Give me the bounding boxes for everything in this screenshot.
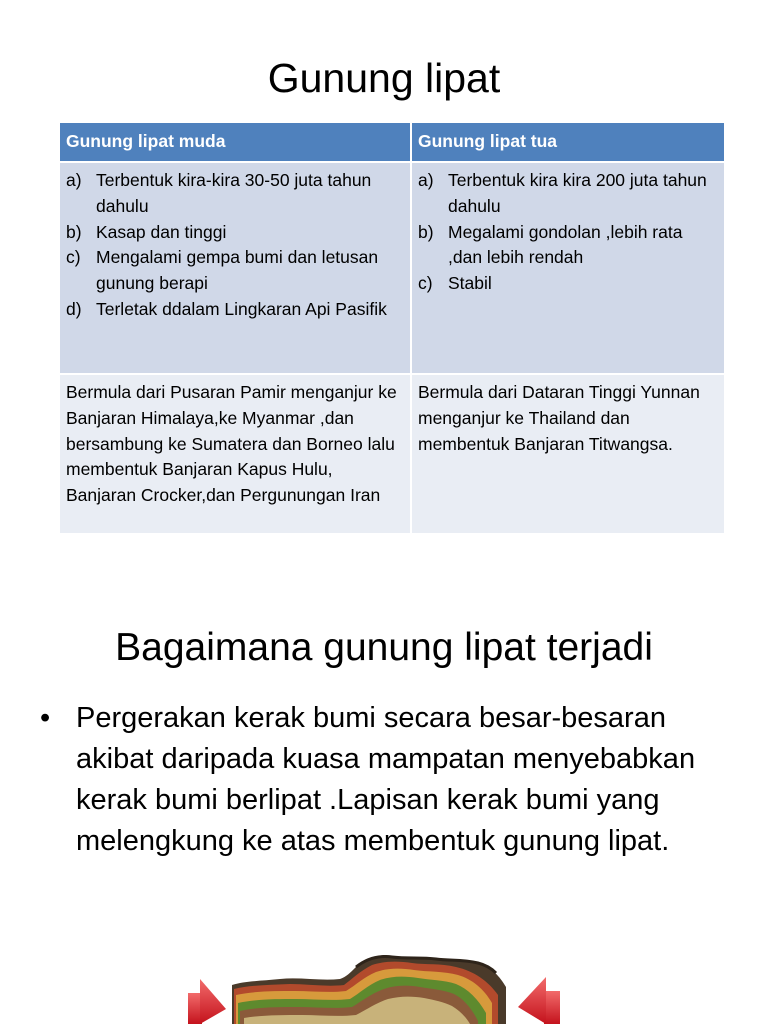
list-item-text: Stabil xyxy=(448,273,492,294)
list-item-text: Terletak ddalam Lingkaran Api Pasifik xyxy=(96,298,387,319)
table-row-characteristics xyxy=(59,162,725,374)
muda-location-cell: Bermula dari Pusaran Pamir menganjur ke Banjaran Himalaya,ke Myanmar ,dan bersambung ke Sumatera dan Borneo lalu membentuk Banjaran Kapus Hulu, Banjaran Crocker,dan Pergunungan Iran xyxy=(59,374,411,534)
right-compression-arrow-icon xyxy=(518,977,560,1024)
tua-location-cell: Bermula dari Dataran Tinggi Yunnan menganjur ke Thailand dan membentuk Banjaran Titwangsa. xyxy=(411,374,725,534)
bullet-text: Pergerakan kerak bumi secara besar-besaran akibat daripada kuasa mampatan menyebabkan kerak bumi berlipat .Lapisan kerak bumi yang melengkung ke atas membentuk gunung lipat. xyxy=(76,702,696,857)
list-marker: d) xyxy=(66,298,82,319)
list-item xyxy=(418,220,718,272)
list-item-text: Mengalami gempa bumi dan letusan gunung berapi xyxy=(96,247,379,294)
header-gunung-lipat-tua: Gunung lipat tua xyxy=(411,122,725,162)
tua-characteristics-cell xyxy=(411,162,725,374)
list-item xyxy=(66,297,404,323)
comparison-table xyxy=(58,121,726,535)
list-item-text: Terbentuk kira-kira 30-50 juta tahun dahulu xyxy=(96,170,372,216)
list-item xyxy=(66,168,404,220)
bullet-paragraph xyxy=(40,698,730,862)
table-row-location xyxy=(59,374,725,534)
list-item xyxy=(66,220,404,246)
list-item-text: Megalami gondolan ,lebih rata ,dan lebih rendah xyxy=(448,221,683,268)
bullet-symbol: • xyxy=(40,702,51,734)
fold-mountain-illustration xyxy=(0,955,768,1024)
list-item-text: Kasap dan tinggi xyxy=(96,221,227,242)
header-gunung-lipat-muda: Gunung lipat muda xyxy=(59,122,411,162)
list-item xyxy=(418,271,718,297)
rock-layers-icon xyxy=(232,956,506,1024)
tua-characteristics-list xyxy=(418,168,718,297)
list-item-text: Terbentuk kira kira 200 juta tahun dahulu xyxy=(448,170,707,216)
list-item xyxy=(418,168,718,220)
page-title: Gunung lipat xyxy=(267,55,501,101)
list-marker: b) xyxy=(66,221,82,242)
list-marker: a) xyxy=(66,170,82,190)
table-header-row xyxy=(59,122,725,162)
left-compression-arrow-icon xyxy=(188,979,226,1024)
list-marker: b) xyxy=(418,221,434,242)
list-marker: c) xyxy=(418,273,433,294)
muda-characteristics-list xyxy=(66,168,404,323)
section-title: Bagaimana gunung lipat terjadi xyxy=(115,626,653,669)
muda-characteristics-cell xyxy=(59,162,411,374)
list-item xyxy=(66,245,404,297)
list-marker: c) xyxy=(66,247,81,268)
list-marker: a) xyxy=(418,170,434,190)
